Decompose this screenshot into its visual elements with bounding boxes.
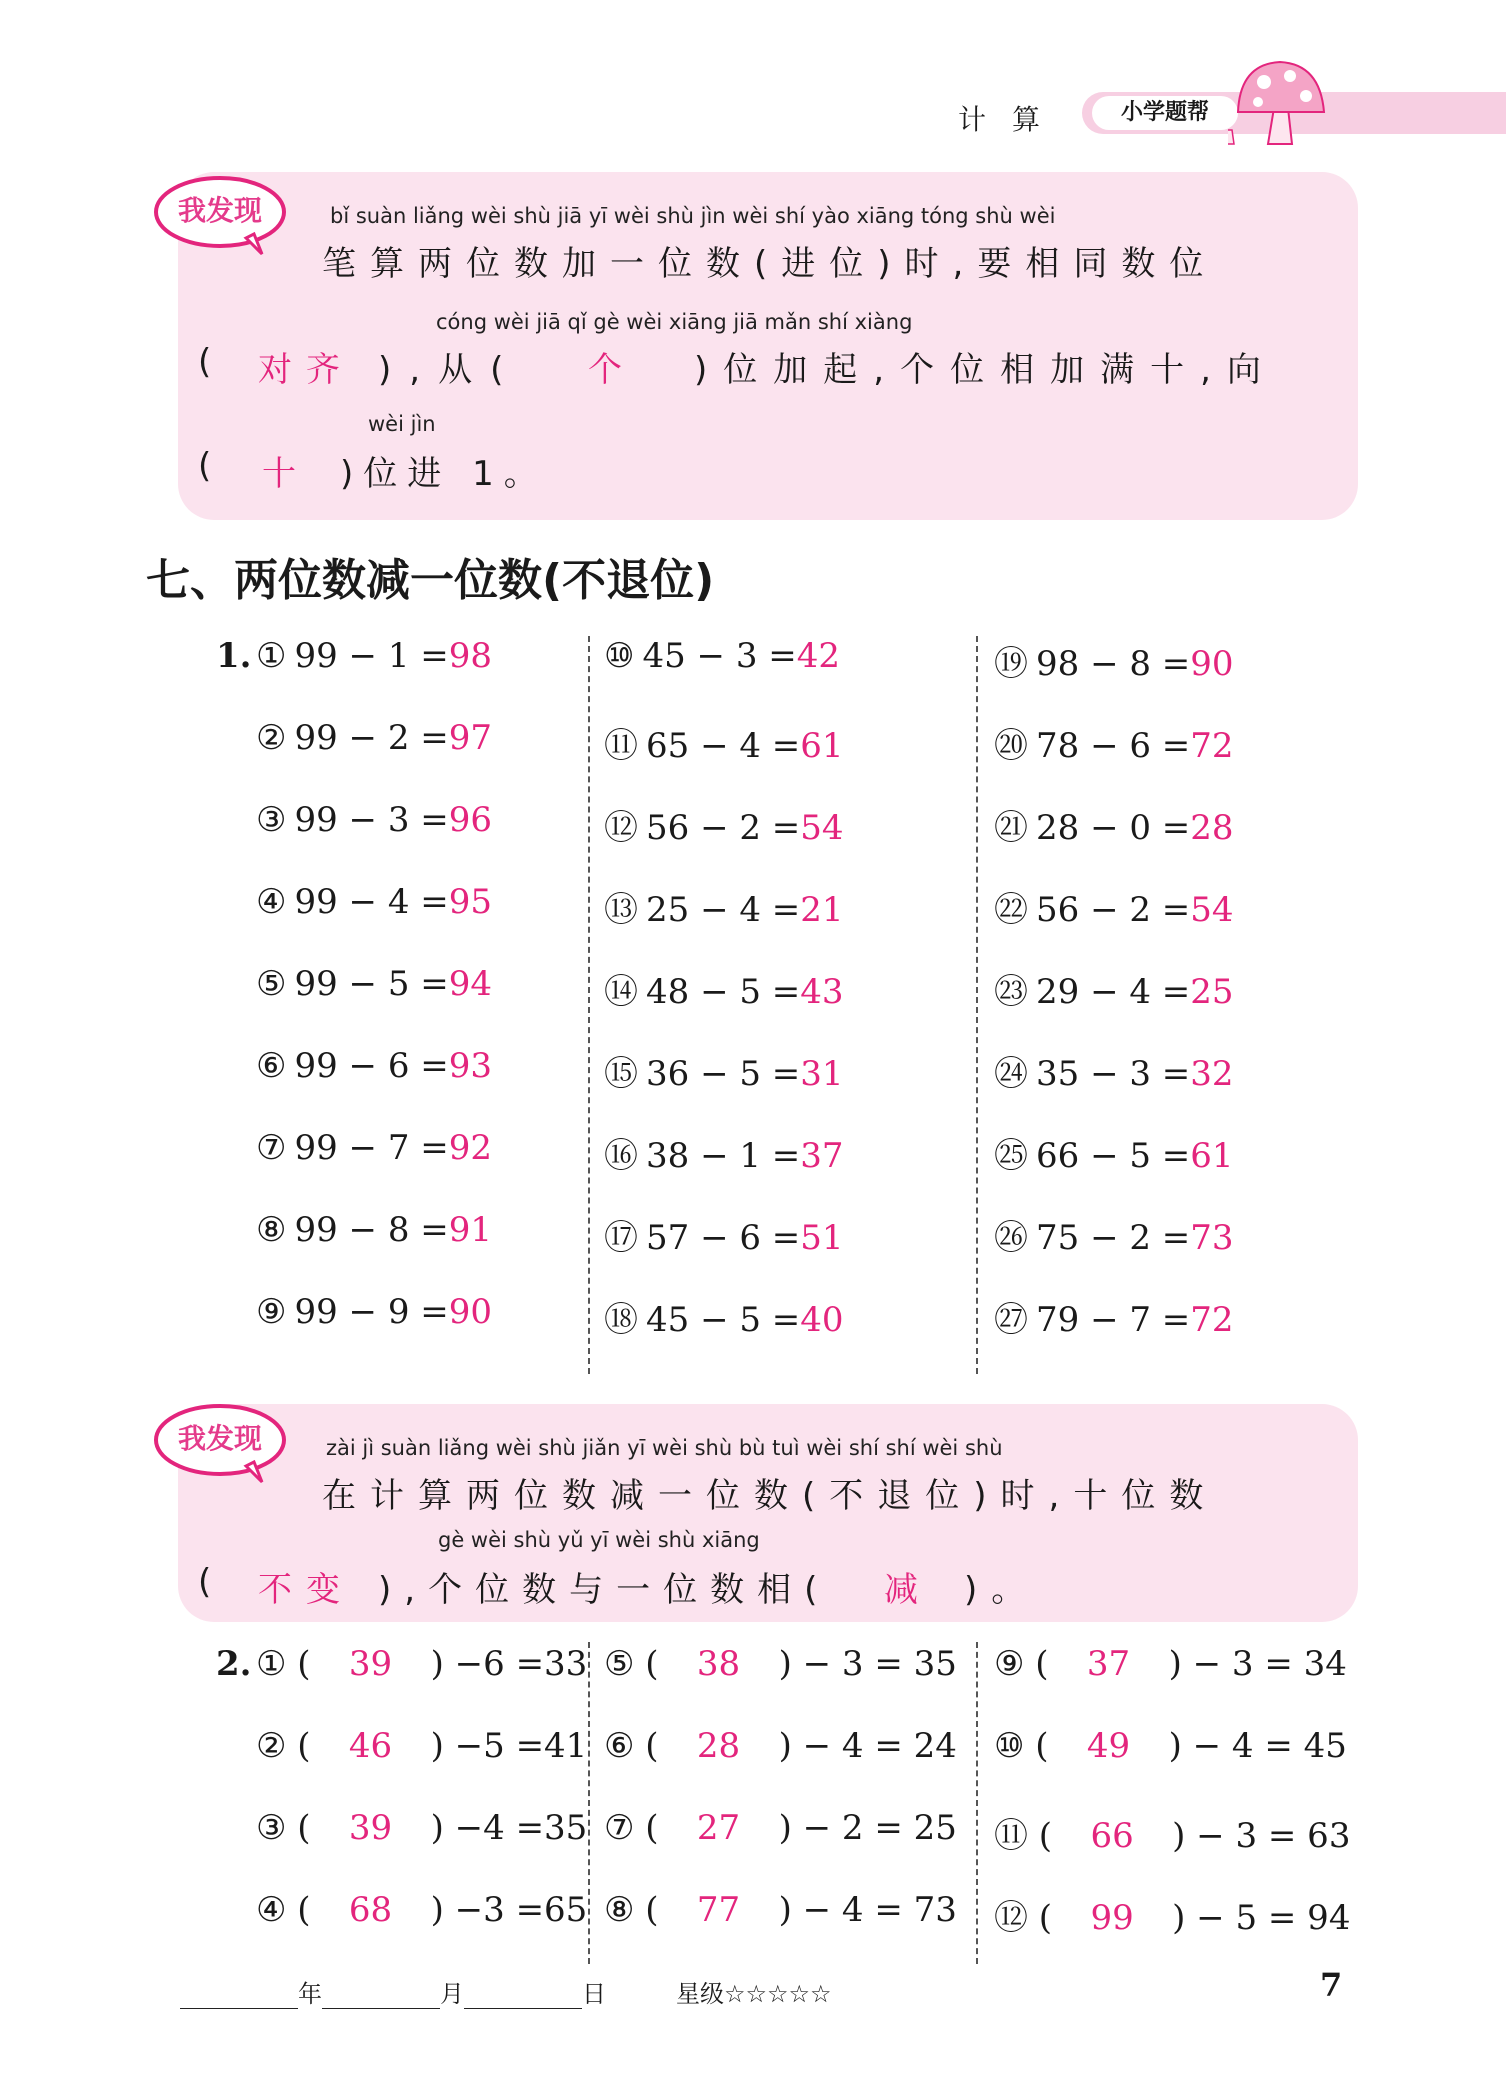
month-label: 月 (440, 1980, 464, 2008)
problem-expression: 75 − 2 = (1036, 1218, 1191, 1258)
problem-answer[interactable]: 40 (800, 1300, 844, 1340)
problem-expression: 99 − 5 = (294, 964, 449, 1004)
problem-expression: ) −3 =65 (430, 1890, 588, 1930)
problem-number: ⑩ (994, 1726, 1025, 1766)
problem-item (994, 1292, 1234, 1341)
column-divider (588, 1642, 590, 1964)
problem-item (604, 636, 840, 676)
blank-paren-open-3: ( (198, 446, 226, 486)
paren-open: ( (1024, 1644, 1049, 1684)
problem-item (994, 800, 1234, 849)
problem-expression: 99 − 9 = (294, 1292, 449, 1332)
problem-answer[interactable]: 21 (800, 890, 844, 930)
problem-expression: 36 − 5 = (646, 1054, 801, 1094)
problem-answer[interactable]: 54 (800, 808, 844, 848)
section-title: 七、两位数减一位数(不退位) (146, 555, 715, 606)
discovery-badge-2: 我发现 (177, 1422, 262, 1455)
fill-blank-item (256, 1644, 587, 1684)
column-divider (976, 1642, 978, 1964)
problem-expression: 99 − 7 = (294, 1128, 449, 1168)
problem-answer[interactable]: 90 (1190, 644, 1234, 684)
problem-expression: 57 − 6 = (646, 1218, 801, 1258)
blank-answer[interactable]: 49 (1086, 1726, 1131, 1766)
problem-answer[interactable]: 95 (448, 882, 493, 922)
problem-item (604, 800, 844, 849)
problem-number: ⑥ (604, 1726, 635, 1766)
fill-blank-item (604, 1726, 957, 1766)
pinyin-line-3: wèi jìn (368, 412, 436, 436)
problem-answer[interactable]: 98 (448, 636, 493, 676)
problem-item (994, 964, 1234, 1013)
column-divider (588, 636, 590, 1374)
blank-answer[interactable]: 46 (348, 1726, 393, 1766)
problem-number: ⑭ (604, 972, 638, 1012)
day-label: 日 (582, 1980, 606, 2008)
problem-number: ⑧ (256, 1210, 287, 1250)
problem-answer[interactable]: 32 (1190, 1054, 1234, 1094)
problem-item (994, 1128, 1234, 1177)
star-rating[interactable]: 星级☆☆☆☆☆ (676, 1980, 832, 2008)
problem-number: ⑧ (604, 1890, 635, 1930)
problem-answer[interactable]: 72 (1190, 1300, 1234, 1340)
problem-number: ㉑ (994, 808, 1028, 848)
fill-blank-item (256, 1890, 587, 1930)
problem-answer[interactable]: 73 (1190, 1218, 1234, 1258)
problem-item (256, 800, 492, 840)
discovery-text-5: ),个位数与一位数相( (378, 1570, 831, 1610)
pinyin-line-4: zài jì suàn liǎng wèi shù jiǎn yī wèi shù bù tuì wèi shí shí wèi shù (326, 1436, 1003, 1460)
problem-answer[interactable]: 37 (800, 1136, 844, 1176)
paren-open: ( (1028, 1816, 1053, 1856)
problem-item (604, 964, 844, 1013)
problem-expression: ) − 4 = 73 (778, 1890, 957, 1930)
problem-number: ⑫ (604, 808, 638, 848)
problem-answer[interactable]: 61 (1190, 1136, 1234, 1176)
discovery-text-1: 笔算两位数加一位数(进位)时,要相同数位 (322, 244, 1218, 284)
pinyin-line-2: cóng wèi jiā qǐ gè wèi xiāng jiā mǎn shí xiàng (436, 310, 913, 334)
problem-number: ④ (256, 882, 287, 922)
problem-item (994, 718, 1234, 767)
blank-answer[interactable]: 28 (696, 1726, 741, 1766)
paren-open: ( (634, 1644, 659, 1684)
blank-answer-tens: 十 (262, 454, 310, 494)
blank-answer-unchanged: 不变 (258, 1570, 354, 1610)
problem-number: ㉓ (994, 972, 1028, 1012)
blank-answer-align: 对齐 (258, 350, 354, 390)
problem-item (604, 1046, 844, 1095)
problem-answer[interactable]: 72 (1190, 726, 1234, 766)
problem-item (256, 1128, 492, 1168)
blank-paren-open-1: ( (198, 342, 226, 382)
blank-answer[interactable]: 77 (696, 1890, 741, 1930)
blank-answer[interactable]: 37 (1086, 1644, 1131, 1684)
blank-answer[interactable]: 68 (348, 1890, 393, 1930)
blank-answer[interactable]: 39 (348, 1808, 393, 1848)
problem-item (256, 718, 492, 758)
problem-expression: 45 − 5 = (646, 1300, 801, 1340)
problem-expression: ) − 2 = 25 (778, 1808, 957, 1848)
paren-open: ( (286, 1808, 311, 1848)
fill-blank-item (604, 1808, 957, 1848)
problem-number: ⑩ (604, 636, 635, 676)
problem-expression: 28 − 0 = (1036, 808, 1191, 848)
problem-item (604, 882, 844, 931)
year-label: 年 (298, 1980, 322, 2008)
fill-blank-item (994, 1808, 1350, 1857)
paren-open: ( (634, 1726, 659, 1766)
problem-expression: 99 − 2 = (294, 718, 449, 758)
fill-blank-item (994, 1644, 1347, 1684)
question-2-label: 2. (216, 1644, 252, 1684)
problem-expression: 48 − 5 = (646, 972, 801, 1012)
problem-number: ⑤ (604, 1644, 635, 1684)
day-blank[interactable] (464, 1986, 582, 2009)
fill-blank-item (604, 1644, 957, 1684)
problem-number: ⑥ (256, 1046, 287, 1086)
problem-expression: ) − 3 = 35 (778, 1644, 957, 1684)
problem-number: ⑰ (604, 1218, 638, 1258)
problem-number: ㉔ (994, 1054, 1028, 1094)
blank-answer[interactable]: 99 (1090, 1898, 1134, 1938)
paren-open: ( (286, 1644, 311, 1684)
problem-expression: 45 − 3 = (642, 636, 797, 676)
month-blank[interactable] (322, 1986, 440, 2009)
problem-number: ㉖ (994, 1218, 1028, 1258)
problem-expression: 25 − 4 = (646, 890, 801, 930)
problem-expression: 78 − 6 = (1036, 726, 1191, 766)
problem-item (604, 1128, 844, 1177)
fill-blank-item (604, 1890, 957, 1930)
problem-answer[interactable]: 54 (1190, 890, 1234, 930)
problem-item (256, 964, 492, 1004)
discovery-badge-1: 我发现 (177, 194, 262, 227)
problem-expression: 99 − 6 = (294, 1046, 449, 1086)
problem-expression: 65 − 4 = (646, 726, 801, 766)
problem-number: ③ (256, 1808, 287, 1848)
fill-blank-item (994, 1726, 1347, 1766)
problem-item (256, 1210, 492, 1250)
problem-expression: 66 − 5 = (1036, 1136, 1191, 1176)
problem-item (994, 1210, 1234, 1259)
problem-item (256, 1046, 492, 1086)
problem-number: ⑪ (604, 726, 638, 766)
problem-item (256, 636, 492, 676)
problem-number: ⑦ (604, 1808, 635, 1848)
fill-blank-item (256, 1726, 587, 1766)
problem-answer[interactable]: 42 (796, 636, 841, 676)
problem-answer[interactable]: 28 (1190, 808, 1234, 848)
pinyin-line-5: gè wèi shù yǔ yī wèi shù xiāng (438, 1528, 760, 1552)
problem-number: ① (256, 1644, 287, 1684)
problem-number: ③ (256, 800, 287, 840)
problem-item (604, 718, 844, 767)
problem-answer[interactable]: 90 (448, 1292, 493, 1332)
problem-number: ㉕ (994, 1136, 1028, 1176)
problem-number: ① (256, 636, 287, 676)
problem-item (256, 1292, 492, 1332)
problem-number: ⑬ (604, 890, 638, 930)
problem-expression: 29 − 4 = (1036, 972, 1191, 1012)
header-brand: 小学题帮 (1092, 96, 1238, 130)
text-from: ),从( (378, 350, 522, 390)
problem-number: ② (256, 1726, 287, 1766)
problem-answer[interactable]: 43 (800, 972, 844, 1012)
question-1-label: 1. (216, 636, 252, 676)
problem-number: ⑱ (604, 1300, 638, 1340)
paren-open: ( (634, 1808, 659, 1848)
problem-number: ⑮ (604, 1054, 638, 1094)
problem-expression: ) − 5 = 94 (1172, 1898, 1351, 1938)
paren-open: ( (1024, 1726, 1049, 1766)
problem-number: ⑤ (256, 964, 287, 1004)
problem-item (604, 1292, 844, 1341)
problem-expression: ) −4 =35 (430, 1808, 588, 1848)
problem-expression: 99 − 8 = (294, 1210, 449, 1250)
problem-number: ㉒ (994, 890, 1028, 930)
problem-number: ④ (256, 1890, 287, 1930)
fill-blank-item (994, 1890, 1350, 1939)
problem-answer[interactable]: 51 (800, 1218, 844, 1258)
problem-answer[interactable]: 97 (448, 718, 493, 758)
header-subject: 计算 (958, 103, 1067, 136)
problem-number: ⑲ (994, 644, 1028, 684)
problem-expression: 56 − 2 = (646, 808, 801, 848)
problem-number: ㉗ (994, 1300, 1028, 1340)
problem-expression: 98 − 8 = (1036, 644, 1191, 684)
discovery-text-2: )位加起,个位相加满十,向 (694, 350, 1277, 390)
blank-answer[interactable]: 38 (696, 1644, 741, 1684)
fill-blank-item (256, 1808, 587, 1848)
problem-item (994, 882, 1234, 931)
paren-open: ( (634, 1890, 659, 1930)
problem-expression: 56 − 2 = (1036, 890, 1191, 930)
problem-answer[interactable]: 96 (448, 800, 493, 840)
discovery-text-4: 在计算两位数减一位数(不退位)时,十位数 (322, 1476, 1218, 1516)
page-number: 7 (1320, 1966, 1343, 2004)
problem-answer[interactable]: 91 (448, 1210, 493, 1250)
problem-expression: ) − 4 = 45 (1168, 1726, 1347, 1766)
date-line (180, 1974, 606, 2009)
blank-paren-open-4: ( (198, 1562, 226, 1602)
blank-answer[interactable]: 39 (348, 1644, 393, 1684)
problem-answer[interactable]: 25 (1190, 972, 1234, 1012)
problem-expression: 79 − 7 = (1036, 1300, 1191, 1340)
problem-expression: ) − 4 = 24 (778, 1726, 957, 1766)
problem-expression: 99 − 1 = (294, 636, 449, 676)
problem-expression: ) −6 =33 (430, 1644, 588, 1684)
problem-number: ⑫ (994, 1898, 1028, 1938)
problem-number: ⑳ (994, 726, 1028, 766)
problem-answer[interactable]: 93 (448, 1046, 493, 1086)
problem-item (994, 1046, 1234, 1095)
problem-number: ② (256, 718, 287, 758)
problem-number: ⑨ (994, 1644, 1025, 1684)
blank-answer[interactable]: 66 (1090, 1816, 1134, 1856)
problem-expression: ) − 3 = 63 (1172, 1816, 1351, 1856)
problem-expression: 99 − 4 = (294, 882, 449, 922)
paren-open: ( (1028, 1898, 1053, 1938)
problem-answer[interactable]: 92 (448, 1128, 493, 1168)
problem-item (604, 1210, 844, 1259)
blank-answer-ones: 个 (588, 350, 636, 390)
problem-expression: 35 − 3 = (1036, 1054, 1191, 1094)
problem-item (994, 636, 1234, 685)
blank-answer[interactable]: 27 (696, 1808, 741, 1848)
discovery-text-6: )。 (964, 1570, 1040, 1610)
problem-item (256, 882, 492, 922)
problem-answer[interactable]: 61 (800, 726, 844, 766)
problem-answer[interactable]: 94 (448, 964, 493, 1004)
paren-open: ( (286, 1726, 311, 1766)
pinyin-line-1: bǐ suàn liǎng wèi shù jiā yī wèi shù jìn wèi shí yào xiāng tóng shù wèi (330, 204, 1056, 228)
problem-answer[interactable]: 31 (800, 1054, 844, 1094)
problem-number: ⑯ (604, 1136, 638, 1176)
column-divider (976, 636, 978, 1374)
problem-expression: 38 − 1 = (646, 1136, 801, 1176)
problem-number: ⑪ (994, 1816, 1028, 1856)
discovery-text-3: )位进 1。 (340, 454, 548, 494)
paren-open: ( (286, 1890, 311, 1930)
problem-expression: ) − 3 = 34 (1168, 1644, 1347, 1684)
problem-number: ⑦ (256, 1128, 287, 1168)
problem-expression: 99 − 3 = (294, 800, 449, 840)
problem-expression: ) −5 =41 (430, 1726, 588, 1766)
mushroom-icon (1228, 56, 1348, 148)
year-blank[interactable] (180, 1986, 298, 2009)
blank-answer-subtract: 减 (884, 1570, 932, 1610)
problem-number: ⑨ (256, 1292, 287, 1332)
